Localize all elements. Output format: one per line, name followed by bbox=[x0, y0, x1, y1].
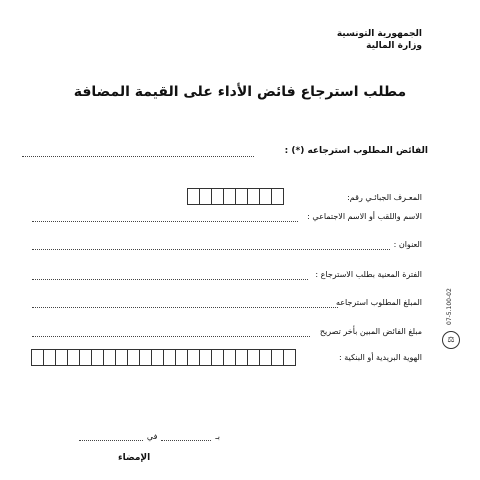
bank-id-boxes[interactable] bbox=[32, 349, 296, 366]
at-label: بـ bbox=[215, 432, 220, 441]
last-declaration-label: مبلغ الفائض المبين بأخر تصريح bbox=[319, 327, 422, 336]
period-field[interactable] bbox=[32, 279, 308, 280]
address-label: العنوان : bbox=[393, 240, 422, 249]
ministry-name: وزارة المالية bbox=[366, 41, 422, 51]
bank-id-label: الهوية البريدية أو البنكية : bbox=[339, 353, 422, 362]
tax-id-label: المعـرف الجبائـي رقم: bbox=[347, 193, 422, 202]
on-label: في bbox=[146, 432, 158, 441]
date-field[interactable] bbox=[79, 440, 143, 441]
tax-id-box[interactable] bbox=[271, 188, 284, 205]
name-field[interactable] bbox=[32, 221, 298, 222]
ministry-logo-icon: ⚖ bbox=[442, 331, 460, 349]
bank-id-box[interactable] bbox=[283, 349, 296, 366]
amount-requested-label: المبلغ المطلوب استرجاعه bbox=[335, 298, 422, 307]
address-field[interactable] bbox=[32, 249, 390, 250]
excess-amount-label: الفائض المطلوب استرجاعه (*) : bbox=[284, 146, 428, 156]
period-label: الفترة المعنية بطلب الاسترجاع : bbox=[315, 270, 422, 279]
place-date-row bbox=[60, 432, 220, 441]
last-declaration-field[interactable] bbox=[32, 336, 310, 337]
excess-amount-field[interactable] bbox=[22, 156, 254, 157]
country-name: الجمهورية التونسية bbox=[336, 29, 422, 39]
amount-requested-field[interactable] bbox=[32, 307, 338, 308]
form-title: مطلب استرجاع فائض الأداء على القيمة المضافة bbox=[73, 84, 407, 100]
name-label: الاسم واللقب أو الاسم الاجتماعي : bbox=[307, 212, 422, 221]
signature-label: الإمضاء bbox=[118, 453, 151, 463]
ministry-header bbox=[337, 28, 422, 52]
place-field[interactable] bbox=[161, 440, 211, 441]
tax-id-boxes[interactable] bbox=[188, 188, 284, 205]
form-code: 07-5.100-02 bbox=[446, 288, 453, 325]
